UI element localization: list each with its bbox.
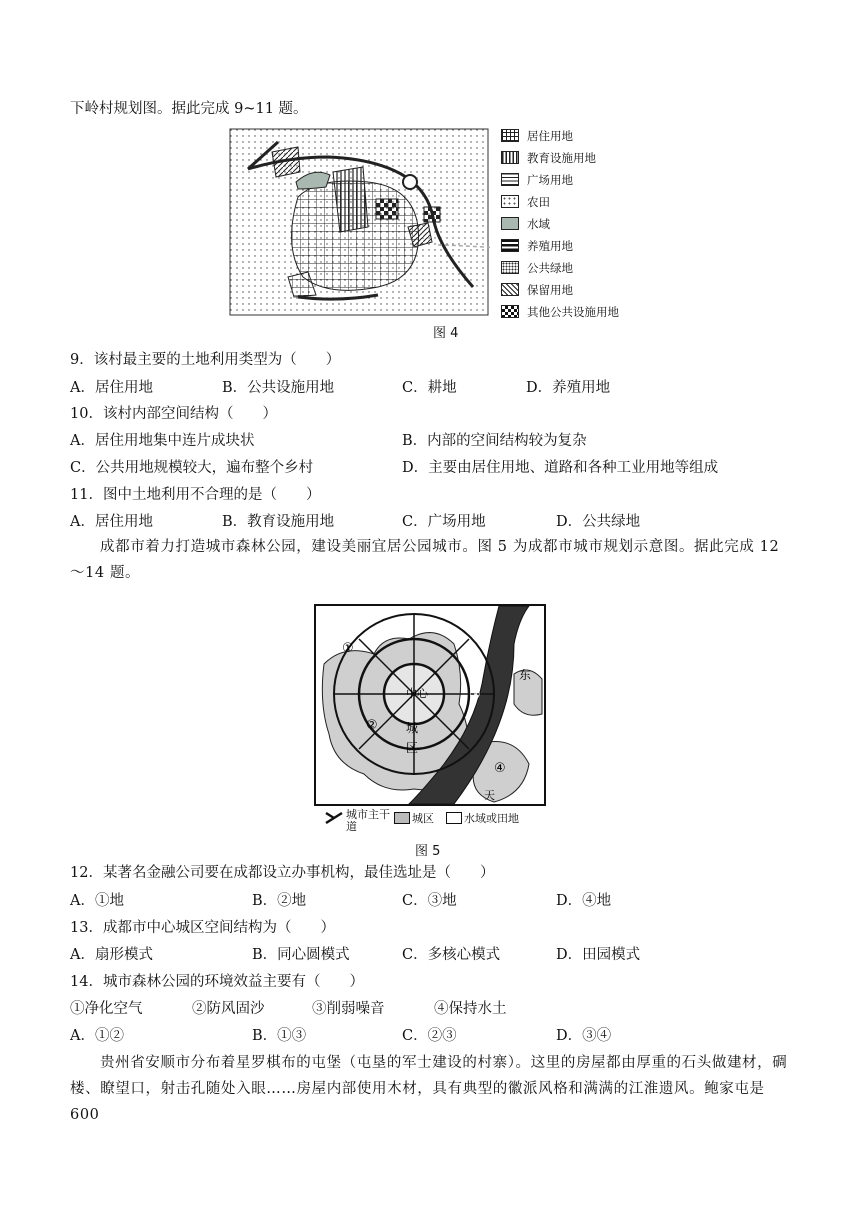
map-label: ② — [366, 718, 378, 733]
q12-option-d[interactable]: D．④地 — [556, 893, 612, 909]
q12-option-c[interactable]: C．③地 — [402, 893, 457, 909]
q10-option-c[interactable]: C．公共用地规模较大，遍布整个乡村 — [70, 460, 314, 476]
legend-urban-box — [394, 812, 410, 824]
map-label: 天 — [484, 789, 495, 802]
question-11-stem: 11．图中土地利用不合理的是（ ） — [70, 487, 321, 503]
q10-option-d[interactable]: D．主要由居住用地、道路和各种工业用地等组成 — [402, 460, 719, 476]
figure-5 — [314, 604, 548, 859]
figure-4-legend: 居住用地 教育设施用地 广场用地 农田 水域 养殖用地 公共绿地 保留用地 其他公共设施用地 — [501, 127, 646, 322]
passage-anshun: 贵州省安顺市分布着星罗棋布的屯堡（屯垦的军士建设的村寨）。这里的房屋都由厚重的石头做建材，碉楼、瞭望口，射击孔随处入眼……房屋内部使用木材，具有典型的徽派风格和满满的江淮遗风。鲍家屯是 600 — [70, 1055, 788, 1123]
intro-line: 下岭村规划图。据此完成 9~11 题。 — [70, 101, 308, 117]
q9-option-b[interactable]: B．公共设施用地 — [222, 380, 335, 396]
map-label: 中心 — [406, 687, 428, 700]
map-label: ① — [342, 641, 354, 656]
legend-urban-label: 城区 — [412, 812, 434, 825]
legend-road-label: 城市主干道 — [346, 808, 390, 833]
q11-option-c[interactable]: C．广场用地 — [402, 514, 486, 530]
q14-item-4: ④保持水土 — [434, 1001, 507, 1017]
q14-item-2: ②防风固沙 — [192, 1001, 265, 1017]
question-10-stem: 10．该村内部空间结构（ ） — [70, 406, 277, 422]
q9-option-d[interactable]: D．养殖用地 — [526, 380, 611, 396]
q13-option-b[interactable]: B．同心圆模式 — [252, 947, 350, 963]
chengdu-plan-map — [314, 604, 546, 806]
q14-option-c[interactable]: C．②③ — [402, 1028, 457, 1044]
q9-option-a[interactable]: A．居住用地 — [70, 380, 153, 396]
figure-5-legend — [324, 809, 554, 835]
q14-item-3: ③削弱噪音 — [312, 1001, 385, 1017]
q14-item-1: ①净化空气 — [70, 1001, 143, 1017]
q12-option-a[interactable]: A．①地 — [70, 893, 124, 909]
question-12-stem: 12．某著名金融公司要在成都设立办事机构，最佳选址是（ ） — [70, 865, 495, 881]
figure-5-caption: 图 5 — [415, 844, 441, 859]
q14-option-d[interactable]: D．③④ — [556, 1028, 612, 1044]
q11-option-b[interactable]: B．教育设施用地 — [222, 514, 335, 530]
map-label: ③ — [469, 688, 481, 703]
road-legend-icon — [324, 811, 344, 825]
q13-option-c[interactable]: C．多核心模式 — [402, 947, 501, 963]
passage-chengdu: 成都市着力打造城市森林公园，建设美丽宜居公园城市。图 5 为成都市城市规划示意图。据此完成 12～14 题。 — [70, 539, 780, 581]
q9-option-c[interactable]: C．耕地 — [402, 380, 457, 396]
map-label: 城 — [406, 721, 419, 735]
map-label: 东 — [519, 668, 532, 682]
figure-4-caption: 图 4 — [433, 326, 459, 341]
map-label: 区 — [406, 741, 419, 755]
q13-option-d[interactable]: D．田园模式 — [556, 947, 641, 963]
q11-option-d[interactable]: D．公共绿地 — [556, 514, 641, 530]
figure-4 — [228, 127, 648, 342]
q11-option-a[interactable]: A．居住用地 — [70, 514, 153, 530]
village-plan-map — [228, 127, 490, 317]
q10-option-b[interactable]: B．内部的空间结构较为复杂 — [402, 433, 587, 449]
q14-option-b[interactable]: B．①③ — [252, 1028, 307, 1044]
legend-water-box — [446, 812, 462, 824]
q10-option-a[interactable]: A．居住用地集中连片成块状 — [70, 433, 255, 449]
q13-option-a[interactable]: A．扇形模式 — [70, 947, 153, 963]
q12-option-b[interactable]: B．②地 — [252, 893, 307, 909]
legend-water-label: 水域或田地 — [464, 812, 519, 825]
map-label: ④ — [494, 761, 506, 776]
q14-option-a[interactable]: A．①② — [70, 1028, 124, 1044]
question-13-stem: 13．成都市中心城区空间结构为（ ） — [70, 920, 335, 936]
question-9-stem: 9．该村最主要的土地利用类型为（ ） — [70, 352, 341, 368]
question-14-stem: 14．城市森林公园的环境效益主要有（ ） — [70, 974, 364, 990]
